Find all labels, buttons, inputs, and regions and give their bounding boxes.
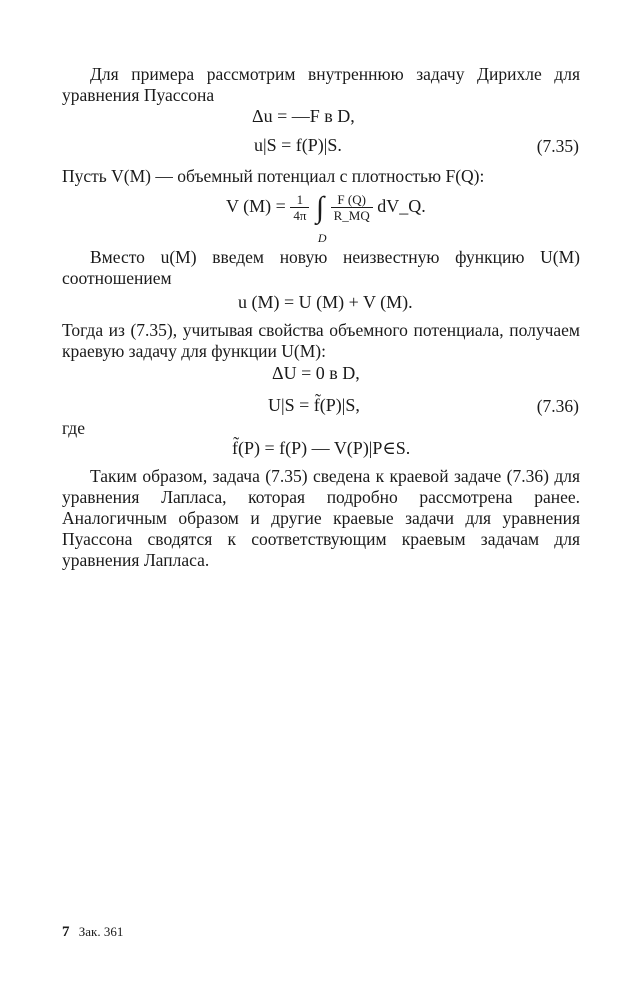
paragraph-volume-potential: Пусть V(M) — объемный потенциал с плотностью F(Q): <box>62 166 485 186</box>
frac-numerator: 1 <box>290 192 309 208</box>
equation-laplace-U: ΔU = 0 в D, <box>272 363 360 383</box>
integral-domain: D <box>317 231 327 245</box>
frac-denominator: 4π <box>293 208 307 223</box>
fraction-one-over-4pi <box>290 192 309 224</box>
footer-signature-number: 7 <box>62 924 70 940</box>
equation-laplacian-u: Δu = —F в D, <box>252 106 355 126</box>
equation-number-7-35: (7.35) <box>536 136 579 156</box>
integral-sign: ∫ D <box>316 193 324 223</box>
equation-boundary-u: u|S = f(P)|S. <box>254 135 342 155</box>
equation-f-tilde: f̃(P) = f(P) — V(P)|P∈S. <box>232 438 411 458</box>
frac-denominator-2: R_MQ <box>333 208 370 223</box>
fraction-density-over-distance <box>331 192 373 224</box>
equation-decomposition: u (M) = U (M) + V (M). <box>238 292 413 312</box>
paragraph-substitution: Вместо u(M) введем новую неизвестную функцию U(M) соотношением <box>62 247 580 288</box>
eq3-differential: dV_Q. <box>377 196 426 217</box>
page-footer <box>62 924 123 941</box>
frac-numerator-2: F (Q) <box>331 192 373 208</box>
equation-boundary-U: U|S = f̃(P)|S, <box>268 395 360 415</box>
paragraph-boundary-problem: Тогда из (7.35), учитывая свойства объемного потенциала, получаем краевую задачу для функции U(M): <box>62 320 580 361</box>
paragraph-where: где <box>62 418 85 438</box>
paragraph-conclusion: Таким образом, задача (7.35) сведена к краевой задаче (7.36) для уравнения Лапласа, которая подробно рассмотрена ранее. Аналогичным образом и другие краевые задачи для уравнения Пуассона сводятся к соответствующим краевым задачам для уравнения Лапласа. <box>62 466 580 570</box>
equation-number-7-36: (7.36) <box>536 396 579 416</box>
footer-order-text: Зак. 361 <box>78 924 124 939</box>
paragraph-intro: Для примера рассмотрим внутреннюю задачу Дирихле для уравнения Пуассона <box>62 64 580 105</box>
eq3-lhs: V (M) = <box>226 196 286 217</box>
equation-volume-potential <box>226 191 426 245</box>
